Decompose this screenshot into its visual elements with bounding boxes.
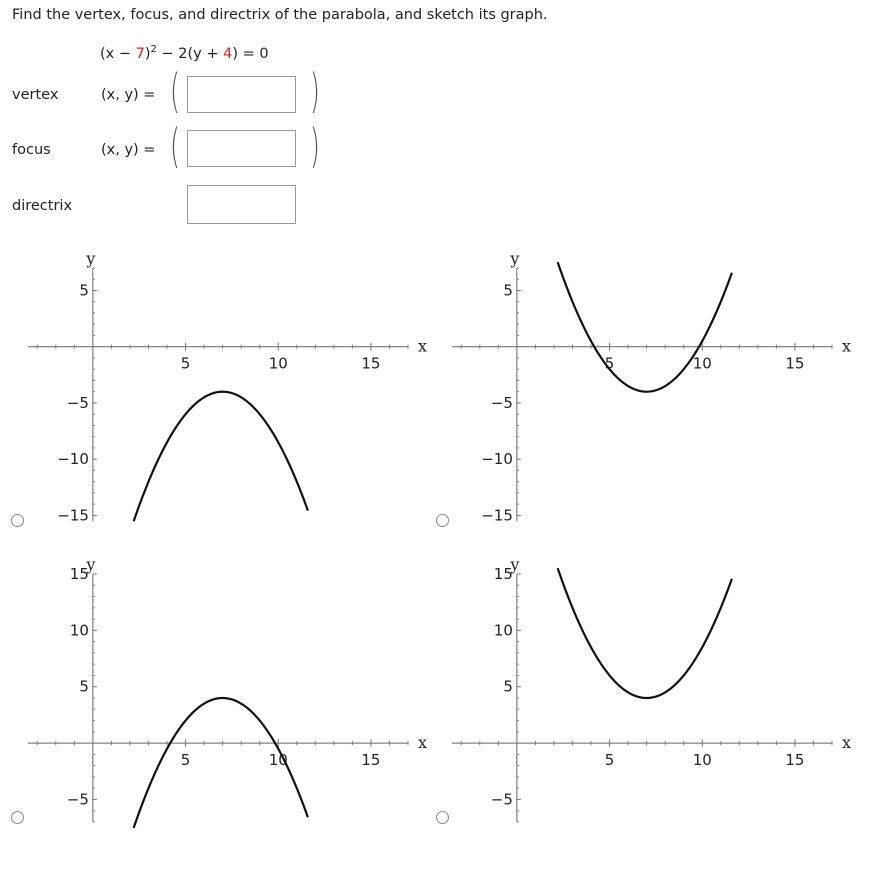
- y-tick-label: −15: [481, 506, 513, 525]
- parabola-curve: [134, 392, 308, 522]
- vertex-label: vertex: [12, 87, 59, 103]
- x-axis-label: x: [418, 336, 428, 356]
- right-paren-icon: ): [310, 119, 320, 173]
- focus-label: focus: [12, 142, 51, 158]
- graph-option-3[interactable]: [22, 556, 432, 826]
- x-tick-label: 15: [785, 354, 805, 373]
- x-tick-label: 15: [361, 751, 381, 770]
- y-tick-label: −10: [57, 450, 89, 469]
- focus-input[interactable]: [187, 130, 296, 167]
- y-tick-label: −15: [57, 506, 89, 525]
- y-tick-label: −10: [481, 450, 513, 469]
- y-axis-label: y: [86, 555, 96, 574]
- eq-exponent: 2: [150, 44, 157, 55]
- y-tick-label: −5: [66, 393, 89, 412]
- y-tick-label: 15: [69, 565, 89, 583]
- eq-part: ) = 0: [232, 46, 269, 62]
- y-axis-label: y: [510, 555, 520, 574]
- directrix-input[interactable]: [187, 185, 296, 224]
- y-axis-label: y: [86, 249, 96, 268]
- focus-xy-label: (x, y) =: [101, 142, 156, 158]
- question-prompt: Find the vertex, focus, and directrix of the parabola, and sketch its graph.: [12, 7, 548, 23]
- y-tick-label: 15: [493, 565, 513, 583]
- y-tick-label: 10: [493, 621, 513, 640]
- x-tick-label: 5: [604, 751, 615, 770]
- eq-part: ): [144, 46, 151, 62]
- parabola-equation: [100, 44, 269, 62]
- eq-part: (x −: [100, 46, 136, 62]
- directrix-label: directrix: [12, 198, 73, 214]
- y-tick-label: 5: [79, 281, 89, 300]
- eq-k-value: 4: [223, 46, 233, 62]
- y-tick-label: −5: [66, 790, 89, 809]
- graph-option-1[interactable]: [22, 250, 432, 525]
- x-axis-label: x: [842, 336, 852, 356]
- eq-h-value: 7: [135, 46, 145, 62]
- x-tick-label: 15: [361, 354, 381, 373]
- y-tick-label: 5: [79, 677, 89, 696]
- x-tick-label: 15: [785, 751, 805, 770]
- graph-option-4[interactable]: [446, 556, 856, 826]
- x-tick-label: 5: [604, 354, 615, 373]
- y-tick-label: −5: [490, 790, 513, 809]
- vertex-xy-label: (x, y) =: [101, 87, 156, 103]
- x-axis-label: x: [842, 733, 852, 753]
- x-tick-label: 5: [180, 751, 191, 770]
- graph-option-2[interactable]: [446, 250, 856, 525]
- x-tick-label: 5: [180, 354, 191, 373]
- x-tick-label: 10: [692, 751, 712, 770]
- eq-part: − 2(y +: [156, 46, 224, 62]
- parabola-curve: [558, 568, 732, 698]
- y-tick-label: 10: [69, 621, 89, 640]
- x-tick-label: 10: [268, 751, 288, 770]
- x-tick-label: 10: [268, 354, 288, 373]
- y-tick-label: 5: [503, 677, 513, 696]
- x-axis-label: x: [418, 733, 428, 753]
- vertex-input[interactable]: [187, 76, 296, 113]
- y-axis-label: y: [510, 249, 520, 268]
- right-paren-icon: ): [310, 64, 320, 118]
- y-tick-label: −5: [490, 393, 513, 412]
- x-tick-label: 10: [692, 354, 712, 373]
- y-tick-label: 5: [503, 281, 513, 300]
- left-paren-icon: (: [170, 64, 180, 118]
- left-paren-icon: (: [170, 119, 180, 173]
